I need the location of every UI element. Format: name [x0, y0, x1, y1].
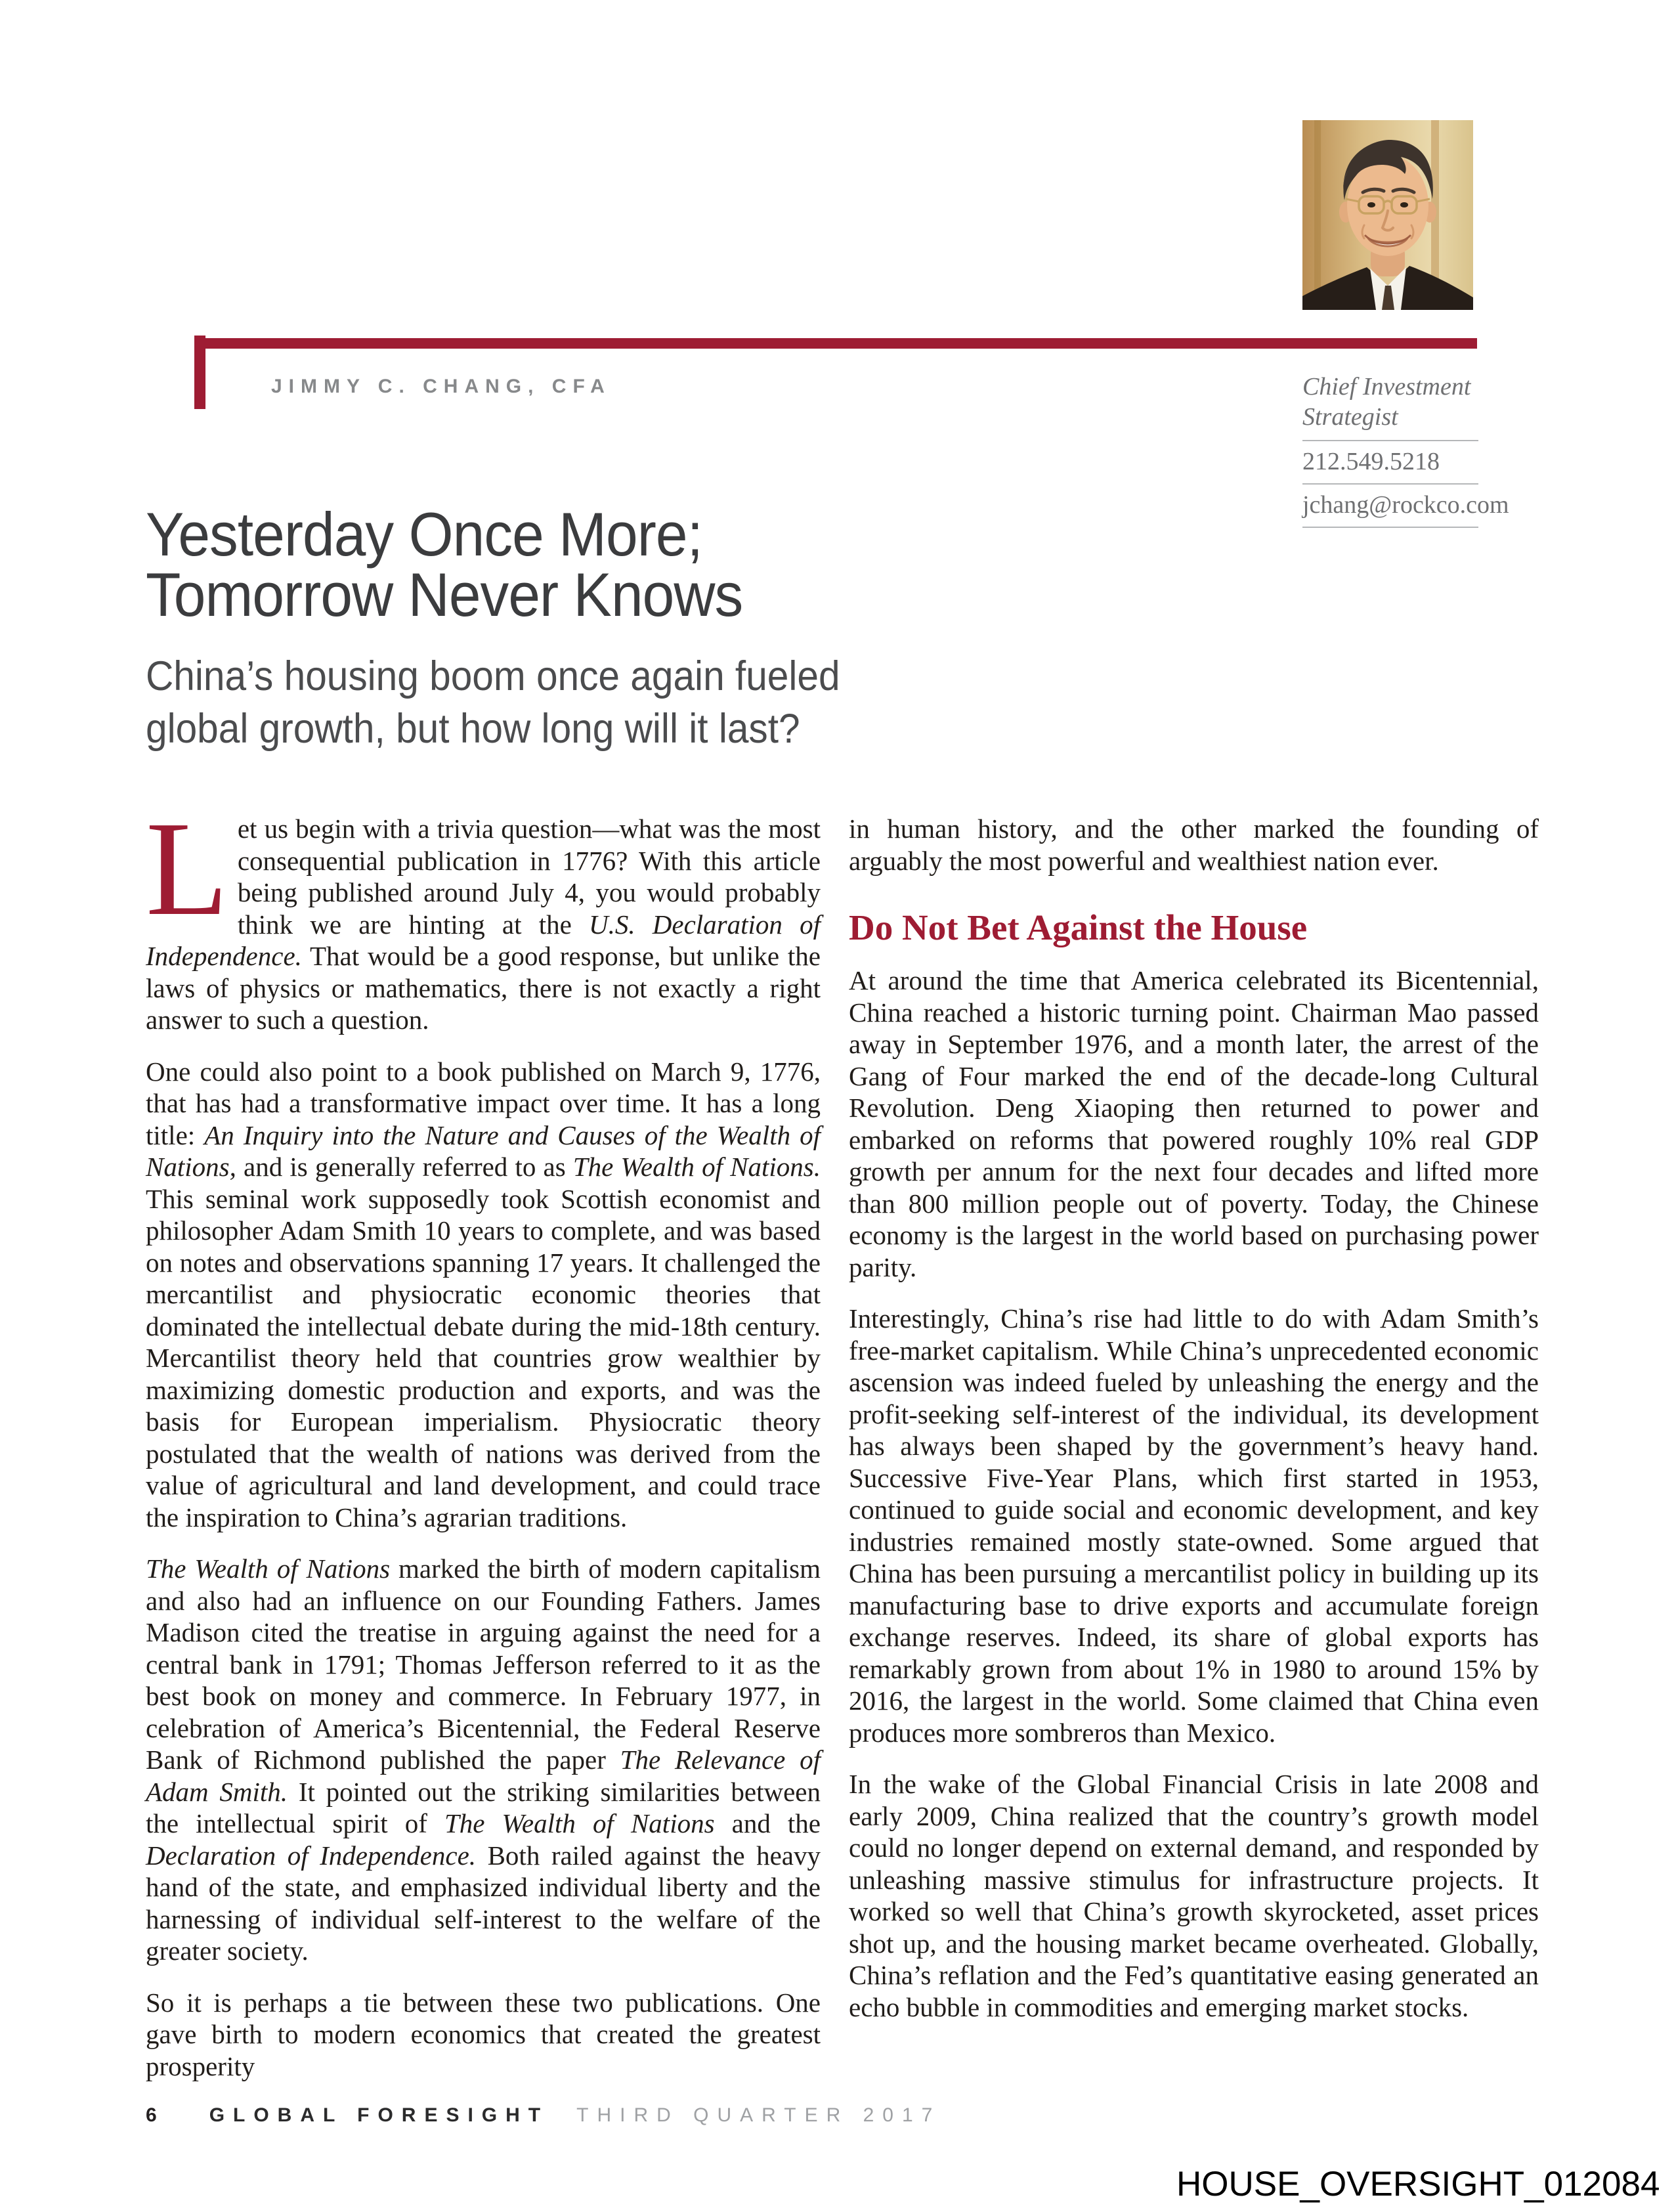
- contact-divider: [1302, 483, 1478, 485]
- article-body: [146, 793, 1539, 2082]
- body-column-left: [146, 793, 821, 2082]
- text-run: Both railed against the heavy hand of the state, and emphasized individual liberty and the harnessing of individual self-interest to the welfare of the greater society.: [146, 1840, 821, 1966]
- italic-text-run: The Wealth of Nations: [146, 1553, 391, 1584]
- italic-text-run: U.S. Declaration of Independence.: [146, 909, 821, 971]
- italic-text-run: An Inquiry into the Nature and Causes of the Wealth of Nations,: [146, 1119, 821, 1182]
- section-heading: Do Not Bet Against the House: [849, 907, 1308, 947]
- text-run: in human history, and the other marked the founding of arguably the most powerful and wealthiest nation ever.: [849, 813, 1539, 876]
- text-run: This seminal work supposedly took Scottish economist and philosopher Adam Smith 10 years to complete, and was based on notes and observations spanning 17 years. It challenged the mercantilist and physiocratic economic theories that dominated the intellectual debate during the mid-18th century. Mercantilist theory held that countries grow wealthier by maximizing domestic production and exports, and was the basis for European imperialism. Physiocratic theory postulated that the wealth of nations was derived from the value of agricultural and land development, and could trace the inspiration to China’s agrarian traditions.: [146, 1183, 821, 1532]
- article-subtitle-line-2: global growth, but how long will it last?: [146, 706, 800, 752]
- body-paragraph: [849, 965, 1539, 1283]
- text-run: et us begin with a trivia question—what was the most consequential publication in 1776? With this article being published around July 4, you would probably think we are hinting at the: [237, 813, 821, 940]
- text-run: At around the time that America celebrated its Bicentennial, China reached a historic turning point. Chairman Mao passed away in September 1976, and a month later, the arrest of the Gang of Four marked the end of the decade-long Cultural Revolution. Deng Xiaoping then returned to power and embarked on reforms that powered roughly 10% real GDP growth per annum for the next four decades and lifted more than 800 million people out of poverty. Today, the Chinese economy is the largest in the world based on purchasing power parity.: [849, 965, 1539, 1282]
- body-paragraph: [849, 813, 1539, 877]
- italic-text-run: The Relevance of Adam Smith.: [146, 1745, 821, 1807]
- bates-stamp: HOUSE_OVERSIGHT_012084: [1176, 2165, 1660, 2203]
- text-run: marked the birth of modern capitalism and also had an influence on our Founding Fathers. James Madison cited the treatise in arguing against the need for a central bank in 1791; Thomas Jefferson referred to it as the best book on money and commerce. In February 1977, in celebration of America’s Bicentennial, the Federal Reserve Bank of Richmond published the paper: [146, 1553, 821, 1775]
- article-subtitle: [146, 650, 892, 755]
- article-title-line-2: Tomorrow Never Knows: [146, 560, 743, 629]
- article-title: [146, 500, 788, 629]
- text-run: and the: [714, 1808, 821, 1838]
- page-footer: [146, 2104, 941, 2127]
- body-paragraph: [849, 1768, 1539, 2023]
- text-run: and is generally referred to as: [236, 1152, 573, 1182]
- text-run: In the wake of the Global Financial Crisis in late 2008 and early 2009, China realized that the country’s growth model could no longer depend on external demand, and responded by unleashing massive stimulus for infrastructure projects. It worked so well that China’s growth skyrocketed, asset prices shot up, and the housing market became overheated. Globally, China’s reflation and the Fed’s quantitative easing generated an echo bubble in commodities and emerging market stocks.: [849, 1769, 1539, 2022]
- author-contact-block: [1302, 372, 1509, 534]
- body-paragraph: [146, 793, 821, 1036]
- author-email: jchang@rockco.com: [1302, 491, 1509, 519]
- contact-divider: [1302, 440, 1478, 441]
- headshot-illustration: [1302, 120, 1473, 310]
- author-photo: [1302, 120, 1473, 310]
- text-run: Interestingly, China’s rise had little to do with Adam Smith’s free-market capitalism. While China’s unprecedented economic ascension was indeed fueled by unleashing the energy and the profit-seeking self-interest of the individual, its development has always been shaped by the government’s heavy hand. Successive Five-Year Plans, which first started in 1953, continued to guide social and economic development, and key industries remained mostly state-owned. Some argued that China has been pursuing a mercantilist policy in building up its manufacturing base to drive exports and accumulate foreign exchange reserves. Indeed, its share of global exports has remarkably grown from about 1% in 1980 to around 15% by 2016, the largest in the world. Some claimed that China even produces more sombreros than Mexico.: [849, 1303, 1539, 1748]
- body-paragraph: [146, 1056, 821, 1534]
- italic-text-run: The Wealth of Nations.: [572, 1152, 821, 1182]
- body-paragraph: [849, 1303, 1539, 1748]
- article-subtitle-line-1: China’s housing boom once again fueled: [146, 653, 840, 699]
- text-run: It pointed out the striking similarities between the intellectual spirit of: [146, 1776, 821, 1838]
- italic-text-run: Declaration of Independence.: [146, 1840, 477, 1871]
- text-run: So it is perhaps a tie between these two publications. One gave birth to modern economics that created the greatest prosperity: [146, 1987, 821, 2081]
- text-run: That would be a good response, but unlike the laws of physics or mathematics, there is not exactly a right answer to such a question.: [146, 941, 821, 1035]
- body-column-right: [849, 813, 1539, 2082]
- footer-page-number: 6: [146, 2104, 158, 2126]
- drop-cap: L: [146, 793, 228, 943]
- author-phone: 212.549.5218: [1302, 448, 1440, 475]
- text-run: One could also point to a book published on March 9, 1776, that has had a transformative impact over time. It has a long title:: [146, 1056, 821, 1150]
- author-name: JIMMY C. CHANG, CFA: [271, 376, 611, 397]
- footer-issue: THIRD QUARTER 2017: [576, 2104, 941, 2126]
- footer-publication-name: GLOBAL FORESIGHT: [209, 2104, 549, 2126]
- author-role: Chief Investment Strategist: [1302, 373, 1471, 431]
- masthead-rule: [194, 338, 1477, 349]
- contact-divider: [1302, 527, 1478, 528]
- article-title-line-1: Yesterday Once More;: [146, 500, 702, 569]
- body-paragraph: [146, 1553, 821, 1967]
- body-paragraph: [146, 1987, 821, 2083]
- italic-text-run: The Wealth of Nations: [444, 1808, 715, 1838]
